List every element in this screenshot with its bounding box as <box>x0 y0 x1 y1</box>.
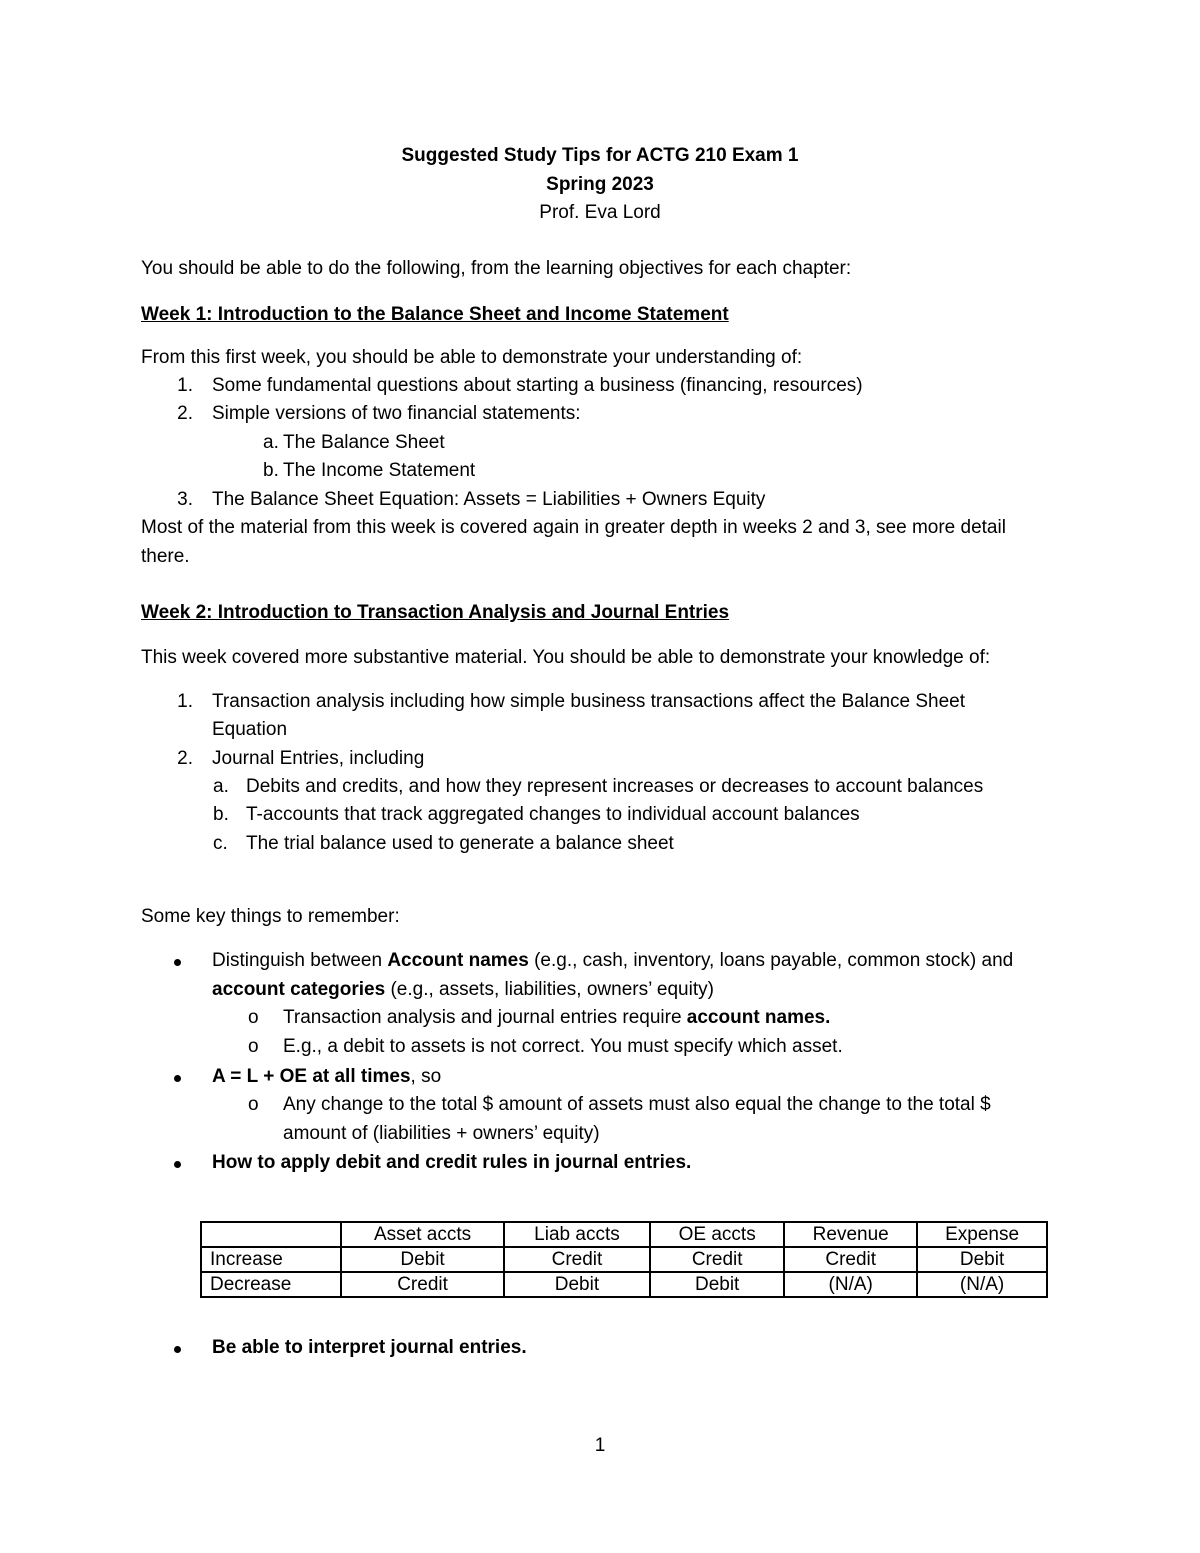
table-cell: Asset accts <box>341 1222 504 1247</box>
document-title: Suggested Study Tips for ACTG 210 Exam 1 <box>401 145 799 166</box>
key-bullet-3: How to apply debit and credit rules in journal entries. <box>212 1152 692 1173</box>
week1-subitem: The Income Statement <box>283 460 476 481</box>
week2-subitem-letter: a. <box>213 776 229 797</box>
week2-heading: Week 2: Introduction to Transaction Analysis and Journal Entries <box>141 602 730 623</box>
key-things-heading: Some key things to remember: <box>141 906 400 927</box>
page-number: 1 <box>594 1435 606 1456</box>
table-row <box>201 1247 1047 1272</box>
table-cell <box>201 1222 341 1247</box>
bullet-icon <box>174 949 181 973</box>
week1-item: The Balance Sheet Equation: Assets = Liabilities + Owners Equity <box>212 489 766 510</box>
week2-item-number: 1. <box>177 691 193 712</box>
sub-bullet-icon: o <box>248 1036 259 1057</box>
week1-item-number: 3. <box>177 489 193 510</box>
document-professor: Prof. Eva Lord <box>539 202 661 223</box>
week2-subitem: The trial balance used to generate a balance sheet <box>246 833 674 854</box>
week1-closing: Most of the material from this week is covered again in greater depth in weeks 2 and 3, see more detail <box>141 517 1006 538</box>
table-cell: (N/A) <box>784 1272 917 1297</box>
table-cell: Credit <box>650 1247 784 1272</box>
intro-text: You should be able to do the following, from the learning objectives for each chapter: <box>141 258 852 279</box>
table-cell: Debit <box>650 1272 784 1297</box>
week1-item: Simple versions of two financial statements: <box>212 403 581 424</box>
table-cell: OE accts <box>650 1222 784 1247</box>
week1-item-number: 1. <box>177 375 193 396</box>
table-cell: Debit <box>341 1247 504 1272</box>
week1-item-number: 2. <box>177 403 193 424</box>
table-cell: Increase <box>201 1247 341 1272</box>
table-cell: Liab accts <box>504 1222 650 1247</box>
key-bullet-2: A = L + OE at all times, so <box>212 1066 442 1087</box>
key-bullet-1-sub-2: E.g., a debit to assets is not correct. You must specify which asset. <box>283 1036 843 1057</box>
key-bullet-1: Distinguish between Account names (e.g., cash, inventory, loans payable, common stock) and <box>212 950 1014 971</box>
table-cell: Revenue <box>784 1222 917 1247</box>
table-cell: Credit <box>504 1247 650 1272</box>
week2-subitem: Debits and credits, and how they represent increases or decreases to account balances <box>246 776 984 797</box>
bullet-icon <box>174 1336 181 1360</box>
document-term: Spring 2023 <box>546 174 654 195</box>
week2-subitem-letter: c. <box>213 833 228 854</box>
table-cell: Decrease <box>201 1272 341 1297</box>
week1-heading: Week 1: Introduction to the Balance Sheet and Income Statement <box>141 304 729 325</box>
week2-item-cont: Equation <box>212 719 288 740</box>
debit-credit-rules-table <box>200 1221 1048 1298</box>
table-cell: Credit <box>784 1247 917 1272</box>
table-row <box>201 1272 1047 1297</box>
week1-subitem-letter: b. <box>263 460 279 481</box>
table-cell: Expense <box>917 1222 1047 1247</box>
key-bullet-1-sub-1: Transaction analysis and journal entries require account names. <box>283 1007 831 1028</box>
bullet-icon <box>174 1151 181 1175</box>
table-cell: Debit <box>917 1247 1047 1272</box>
week1-item: Some fundamental questions about starting a business (financing, resources) <box>212 375 863 396</box>
table-cell: Credit <box>341 1272 504 1297</box>
sub-bullet-icon: o <box>248 1094 259 1115</box>
week2-item-number: 2. <box>177 748 193 769</box>
week2-item: Journal Entries, including <box>212 748 425 769</box>
key-bullet-1-cont: account categories (e.g., assets, liabilities, owners’ equity) <box>212 979 714 1000</box>
week2-subitem: T-accounts that track aggregated changes to individual account balances <box>246 804 860 825</box>
key-bullet-2-sub-1: Any change to the total $ amount of assets must also equal the change to the total $ <box>283 1094 991 1115</box>
key-bullet-4: Be able to interpret journal entries. <box>212 1337 527 1358</box>
week1-subitem: The Balance Sheet <box>283 432 445 453</box>
table-cell: Debit <box>504 1272 650 1297</box>
week1-closing-cont: there. <box>141 546 190 567</box>
table-header-row <box>201 1222 1047 1247</box>
sub-bullet-icon: o <box>248 1007 259 1028</box>
week1-lead: From this first week, you should be able to demonstrate your understanding of: <box>141 347 803 368</box>
key-bullet-2-sub-1-cont: amount of (liabilities + owners’ equity) <box>283 1123 600 1144</box>
week2-lead: This week covered more substantive material. You should be able to demonstrate your knowledge of: <box>141 647 991 668</box>
week1-subitem-letter: a. <box>263 432 279 453</box>
table-cell: (N/A) <box>917 1272 1047 1297</box>
bullet-icon <box>174 1065 181 1089</box>
week2-item: Transaction analysis including how simple business transactions affect the Balance Sheet <box>212 691 966 712</box>
week2-subitem-letter: b. <box>213 804 229 825</box>
